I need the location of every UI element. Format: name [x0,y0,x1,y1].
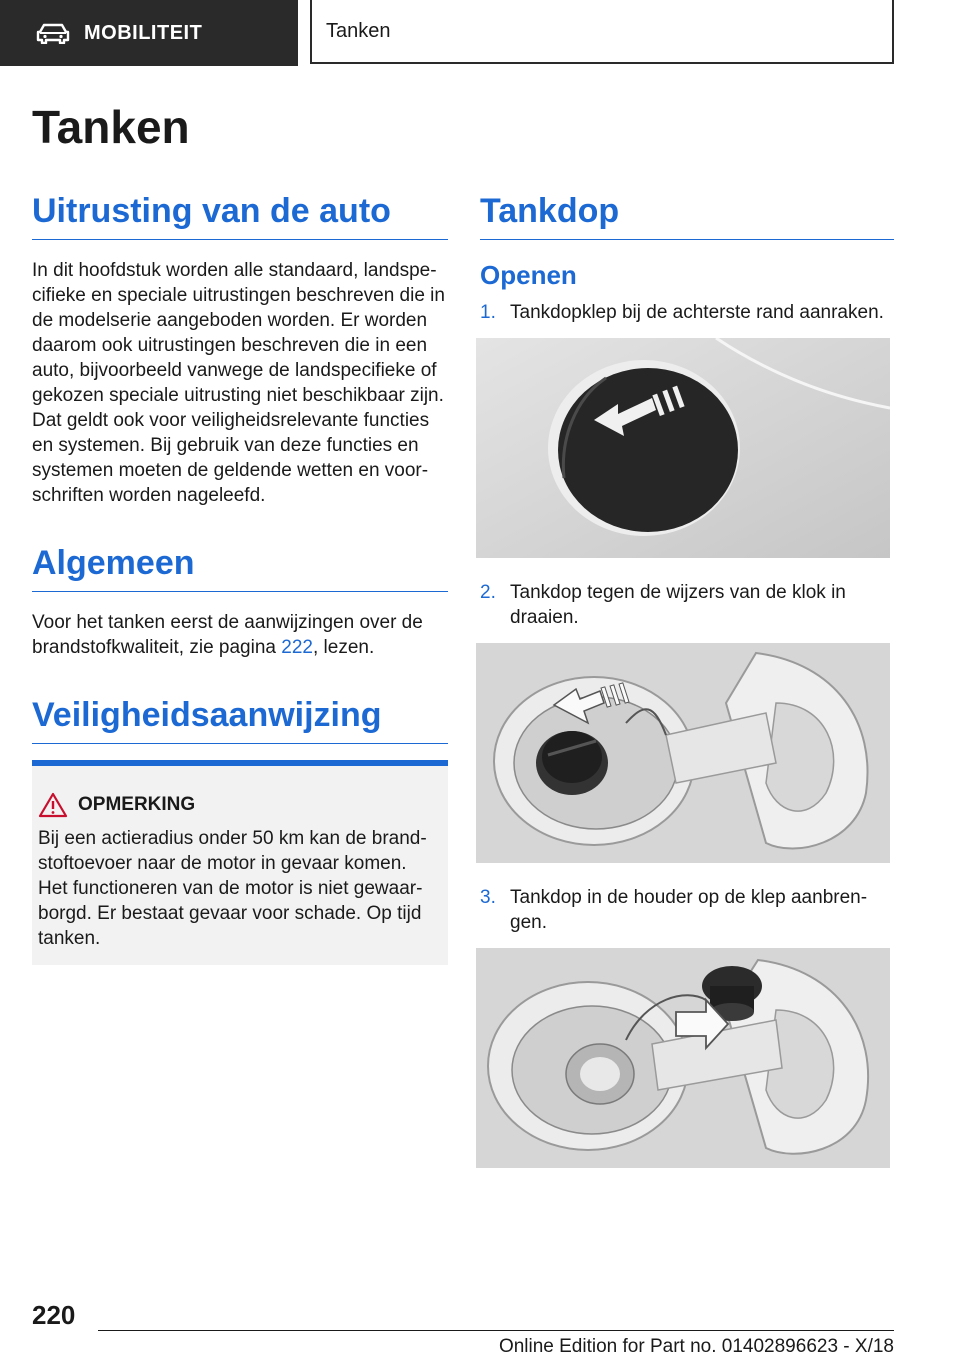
warning-triangle-icon [38,792,68,818]
equipment-text: In dit hoofdstuk worden alle standaard, landspecifieke en speciale uitrustingen beschreven die in de modelserie aangeboden worden. Er worden daarom ook uitrustingen beschreven die in een auto, bijvoorbeeld vanwege de landspecifieke of gekozen speciale uitrusting niet beschikbaar zijn. Dat geldt ook voor veiligheidsrelevante functies en systemen. Bij gebruik van deze functies en systemen moeten de geldende wetten en voorschriften worden nageleefd. [32,260,445,506]
figure-turn-cap [476,643,890,863]
general-text-before: Voor het tanken eerst de aanwijzingen over de brandstofkwaliteit, zie pagina [32,612,423,658]
note-title: OPMERKING [78,794,196,815]
car-icon [36,22,70,44]
heading-equipment: Uitrusting van de auto [32,192,448,240]
section-label: MOBILITEIT [84,21,203,44]
heading-fuel-cap: Tankdop [480,192,894,240]
step-number: 3. [480,887,496,908]
figure-store-cap [476,948,890,1168]
page-title: Tanken [32,101,190,153]
subheading-open: Openen [480,260,577,290]
page-topic-bar [310,0,894,64]
step-number: 1. [480,302,496,323]
step-text: Tankdop in de houder op de klep aanbrengen. [510,887,868,933]
step-text: Tankdop tegen de wijzers van de klok in draaien. [510,582,846,628]
footer-divider [98,1330,894,1331]
page-topic: Tanken [326,19,391,42]
step-number: 2. [480,582,496,603]
warning-note [32,760,448,965]
edition-text: Online Edition for Part no. 01402896623 - X/18 [498,1336,894,1357]
heading-safety: Veiligheidsaanwijzing [32,696,448,744]
heading-general: Algemeen [32,544,448,592]
step-text: Tankdopklep bij de achterste rand aanraken. [510,302,884,323]
step-3 [480,885,894,935]
step-1 [480,300,894,325]
step-2 [480,580,894,630]
page-number: 220 [32,1300,76,1330]
general-text [32,610,450,660]
note-text: Bij een actieradius onder 50 km kan de brandstoftoevoer naar de motor in gevaar komen. Het functioneren van de motor is niet gewaarborgd. Er bestaat gevaar voor schade. Op tijd tanken. [38,828,427,949]
section-tab [0,0,298,66]
page-link-222[interactable]: 222 [281,637,313,658]
figure-touch-flap [476,338,890,558]
general-text-after: , lezen. [312,637,375,658]
